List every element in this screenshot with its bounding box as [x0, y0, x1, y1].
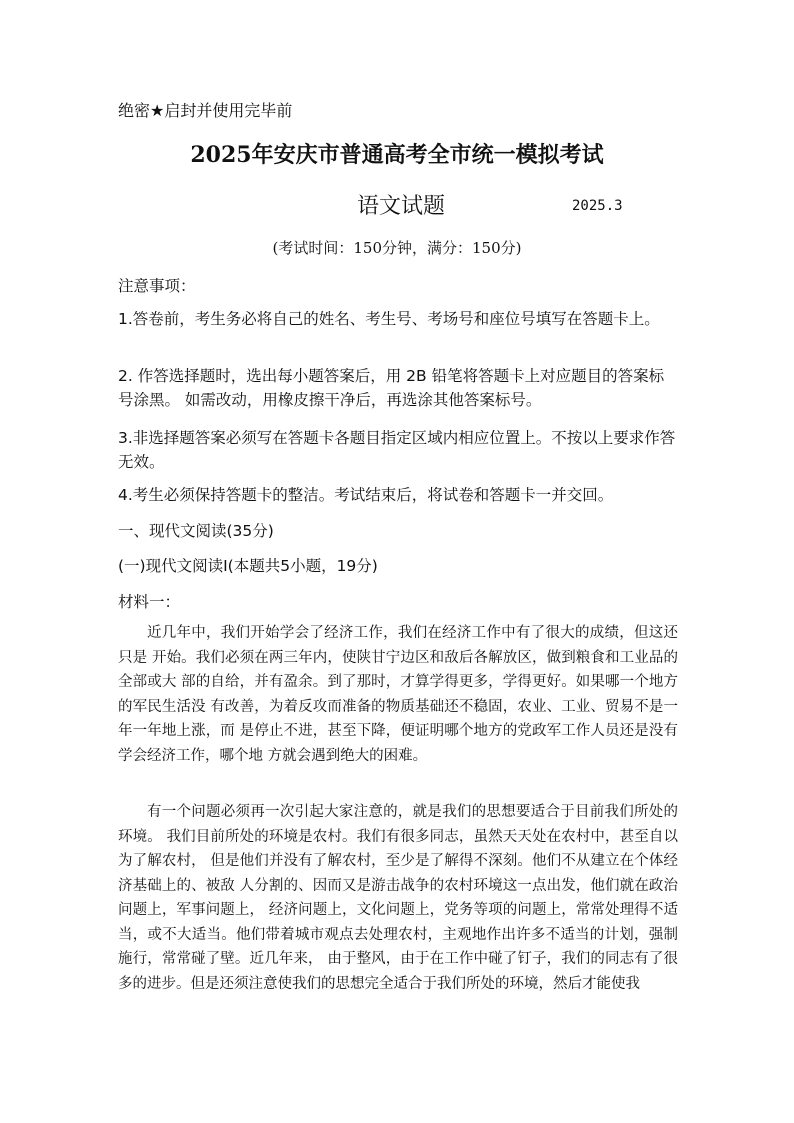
notice-item: 3.非选择题答案必须写在答题卡各题目指定区域内相应位置上。不按以上要求作答无效。 [118, 429, 676, 471]
section-subheading: (一)现代文阅读Ⅰ(本题共5小题，19分) [118, 557, 378, 575]
notice-item: 1.答卷前，考生务必将自己的姓名、考生号、考场号和座位号填写在答题卡上。 [118, 310, 660, 328]
notice-item: 4.考生必须保持答题卡的整洁。考试结束后，将试卷和答题卡一并交回。 [118, 486, 614, 504]
subject-title: 语文试题 [357, 194, 446, 219]
exam-date: 2025.3 [572, 198, 623, 214]
material-paragraph: 有一个问题必须再一次引起大家注意的，就是我们的思想要适合于目前我们所处的环境。 我们目前所处的环境是农村。我们有很多同志，虽然天天处在农村中，甚至自以为了解农村， 但是他们并没有了解农村，至少是了解得不深刻。他们不从建立在个体经济基础上的、被敌 人分割的、因而又是游击战争的农村环境这一点出发，他们就在政治问题上，军事问题上， 经济问题上，文化问题上，党务等项的问题上，常常处理得不适当，或不大适当。他们带着城市观点去处理农村，主观地作出许多不适当的计划，强制施行，常常碰了壁。近几年来， 由于整风，由于在工作中碰了钉子，我们的同志有了很多的进步。但是还须注意使我们的思想完全适合于我们所处的环境，然后才能使我 [118, 804, 678, 992]
material-paragraph: 近几年中，我们开始学会了经济工作，我们在经济工作中有了很大的成绩，但这还只是 开始。我们必须在两三年内，使陕甘宁边区和敌后各解放区，做到粮食和工业品的全部或大 部的自给，并有盈余。到了那时，才算学得更多，学得更好。如果哪一个地方的军民生活没 有改善，为着反攻而准备的物质基础还不稳固，农业、工业、贸易不是一年一年地上涨，而 是停止不进，甚至下降，便证明哪个地方的党政军工作人员还是没有学会经济工作，哪个地 方就会遇到绝大的困难。 [118, 625, 678, 764]
exam-title: 2025年安庆市普通高考全市统一模拟考试 [190, 142, 604, 168]
exam-meta: (考试时间：150分钟，满分：150分) [272, 239, 522, 257]
section-heading: 一、现代文阅读(35分) [118, 522, 274, 540]
notice-item: 2. 作答选择题时，选出每小题答案后，用 2B 铅笔将答题卡上对应题目的答案标号涂黑。 如需改动，用橡皮擦干净后，再选涂其他答案标号。 [118, 367, 665, 409]
confidential-label: 绝密★启封并使用完毕前 [118, 101, 293, 120]
material-label: 材料一： [118, 593, 181, 611]
notice-heading: 注意事项： [118, 277, 196, 295]
